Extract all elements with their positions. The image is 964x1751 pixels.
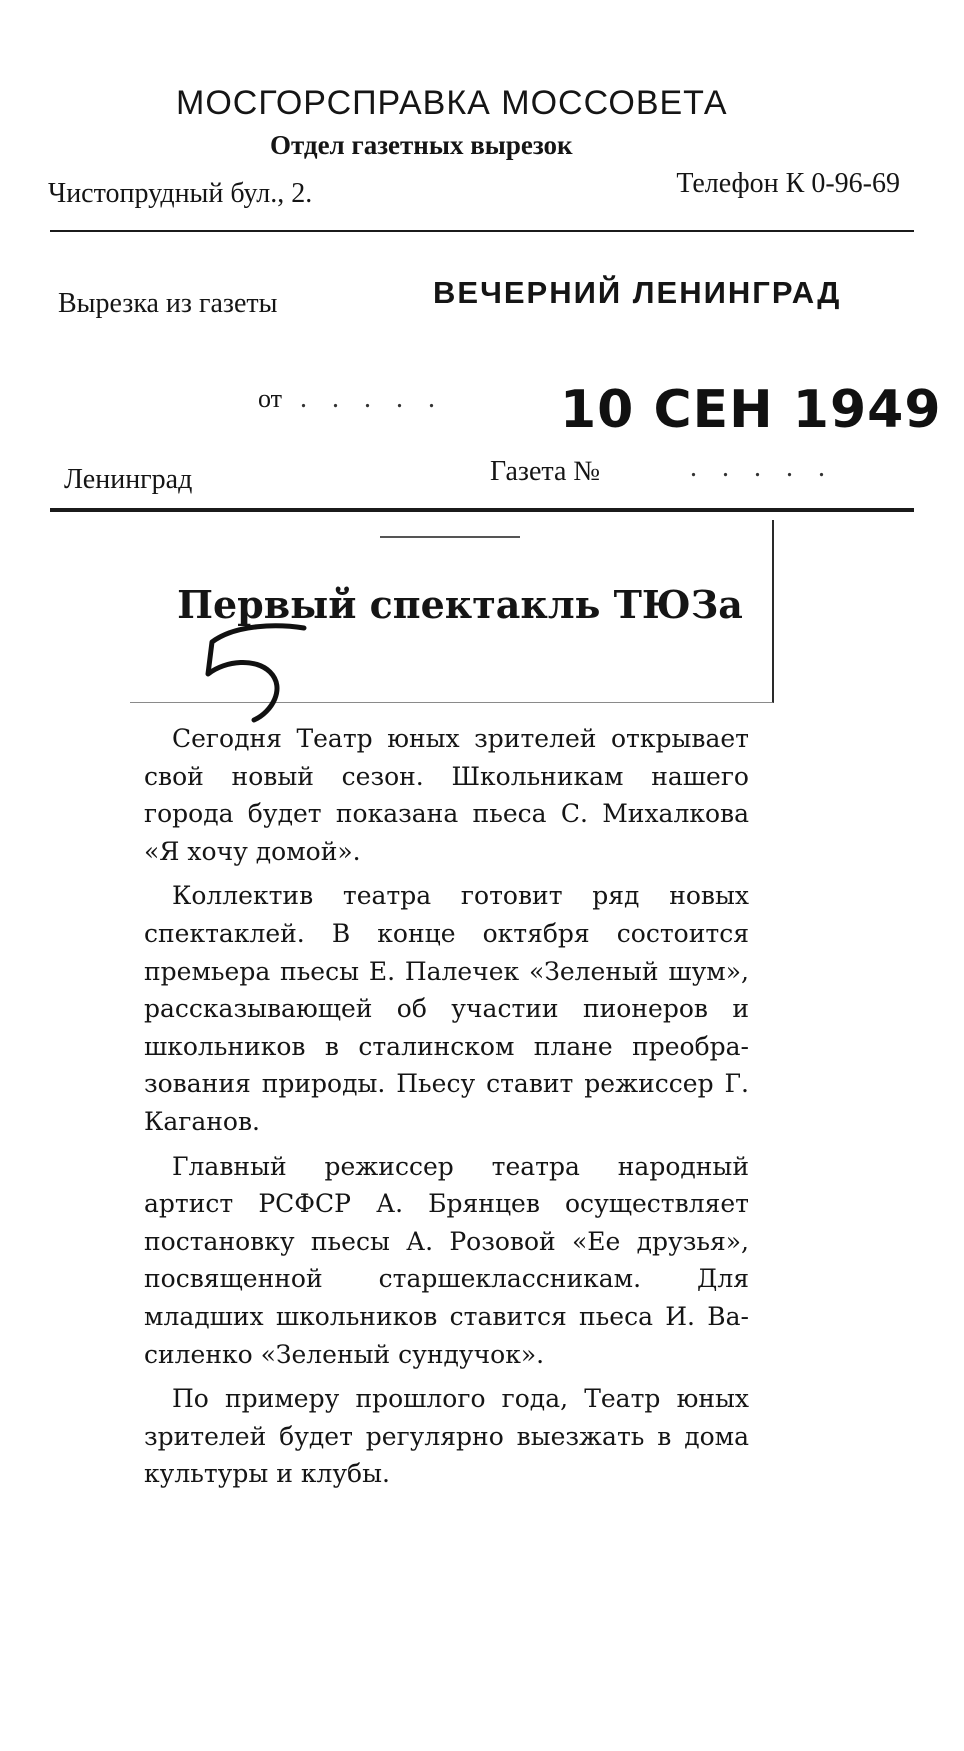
clipping-label: Вырезка из газеты bbox=[58, 288, 278, 319]
pencil-mark-icon bbox=[200, 620, 312, 724]
issue-fill-dots: . . . . . bbox=[690, 452, 834, 483]
date-fill-dots: . . . . . bbox=[300, 383, 444, 414]
clipping-edge-line bbox=[380, 536, 520, 538]
article-body bbox=[144, 720, 749, 1500]
article-paragraph: По примеру прошлого года, Театр юных зрителей будет регулярно выезжать в дома культуры и клубы. bbox=[144, 1384, 749, 1489]
header-address: Чистопрудный бул., 2. bbox=[48, 178, 313, 209]
header-organization: МОСГОРСПРАВКА МОССОВЕТА bbox=[176, 84, 728, 122]
date-label: от bbox=[258, 384, 283, 413]
date-stamp: 10 СЕН 1949 bbox=[560, 380, 942, 440]
city-label: Ленинград bbox=[64, 464, 193, 495]
newspaper-name: ВЕЧЕРНИЙ ЛЕНИНГРАД bbox=[433, 275, 842, 310]
issue-label: Газета № bbox=[490, 456, 601, 487]
header-department: Отдел газетных вырезок bbox=[270, 130, 573, 160]
article-title: Первый спектакль ТЮЗа bbox=[177, 582, 743, 627]
article-paragraph: Коллектив театра готовит ряд новых спектаклей. В конце октября состоится премьера пьесы Е. Палечек «Зеленый шум», рассказывающей об участии пионеров и школьников в сталинском плане преобразования природы. Пьесу ставит режиссер Г. Каганов. bbox=[144, 881, 749, 1136]
form-divider bbox=[50, 508, 914, 512]
header-divider bbox=[50, 230, 914, 232]
article-paragraph: Сегодня Театр юных зрителей открывает свой новый сезон. Школьникам нашего города будет показана пьеса С. Михалкова «Я хочу домой». bbox=[144, 724, 749, 866]
header-phone: Телефон К 0-96-69 bbox=[676, 168, 900, 199]
article-paragraph: Главный режиссер театра народный артист РСФСР А. Брянцев осуществляет постановку пьесы А. Розовой «Ее друзья», посвященной старшеклассникам. Для младших школьников ставится пьеса И. Василенко «Зеленый сундучок». bbox=[144, 1151, 749, 1369]
